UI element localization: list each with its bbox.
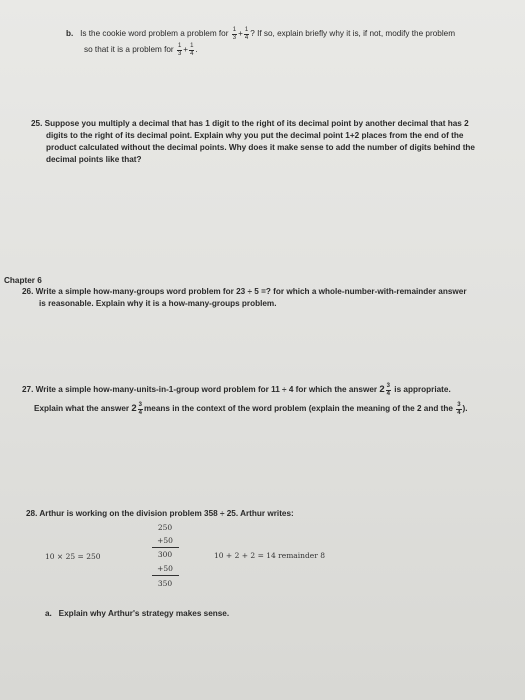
- question-27-line2: Explain what the answer 2 $\frac{3}{4}$ means in the context of the word problem (explain the meaning of the 2 and the $\frac{3}{4}$ ).: [34, 402, 468, 416]
- question-b-text-3: so that it is a problem for: [84, 45, 174, 55]
- question-b-text-2: ? If so, explain briefly why it is, if not, modify the problem: [250, 29, 456, 39]
- question-b-label: b.: [66, 29, 74, 39]
- fraction-three-fourths: $\frac{3}{4}$: [386, 383, 391, 397]
- question-25-line3: product calculated without the decimal points. Why does it make sense to add the number of digits behind the: [46, 143, 475, 152]
- work-line-1: 250: [157, 523, 173, 532]
- question-28-part-a: [45, 608, 229, 619]
- work-line-4: +50: [157, 564, 173, 573]
- left-equation: 10 × 25 = 250: [45, 552, 101, 561]
- question-27-text-1: 27. Write a simple how-many-units-in-1-group word problem for 11 ÷ 4 for which the answer: [22, 385, 378, 395]
- work-rule-2: [152, 575, 179, 576]
- question-25-line1: 25. Suppose you multiply a decimal that has 1 digit to the right of its decimal point by another decimal that has 2: [31, 119, 469, 128]
- work-line-2: +50: [157, 536, 173, 545]
- fraction-three-fourths-3: $\frac{3}{4}$: [457, 402, 461, 416]
- question-b-line2: so that it is a problem for $\frac{1}{3}$ + $\frac{1}{4}$ .: [84, 43, 198, 57]
- question-26-line2: is reasonable. Explain why it is a how-many-groups problem.: [39, 299, 277, 308]
- question-27-line1: 27. Write a simple how-many-units-in-1-group word problem for 11 ÷ 4 for which the answer 2 $\frac{3}{4}$ is appropriate.: [22, 383, 451, 397]
- work-rule-1: [152, 547, 179, 548]
- fraction-one-fourth: $\frac{1}{4}$: [244, 27, 249, 41]
- fraction-one-third-2: $\frac{1}{3}$: [177, 43, 182, 57]
- right-equation: 10 + 2 + 2 = 14 remainder 8: [214, 551, 325, 560]
- question-28-text: 28. Arthur is working on the division problem 358 ÷ 25. Arthur writes:: [26, 509, 294, 518]
- fraction-three-fourths-2: $\frac{3}{4}$: [138, 402, 143, 416]
- work-line-5: 350: [157, 579, 173, 588]
- question-27-text-4: means in the context of the word problem (explain the meaning of the 2 and the: [144, 404, 453, 414]
- question-b-text-1: Is the cookie word problem a problem for: [80, 29, 229, 39]
- fraction-one-third: $\frac{1}{3}$: [232, 27, 237, 41]
- work-line-3: 300: [157, 550, 173, 559]
- fraction-one-fourth-2: $\frac{1}{4}$: [190, 43, 194, 57]
- question-27-text-3: Explain what the answer: [34, 404, 130, 414]
- part-a-text: Explain why Arthur's strategy makes sense.: [58, 609, 230, 618]
- question-b-line1: b. Is the cookie word problem a problem for $\frac{1}{3}$ + $\frac{1}{4}$ ? If so, explain briefly why it is, if not, modify the problem: [66, 27, 456, 41]
- question-25-line2: digits to the right of its decimal point. Explain why you put the decimal point 1+2 places from the end of the: [46, 131, 464, 140]
- question-25-line4: decimal points like that?: [46, 155, 142, 164]
- part-a-label: a.: [45, 609, 52, 618]
- question-26-line1: 26. Write a simple how-many-groups word problem for 23 ÷ 5 =? for which a whole-number-with-remainder answer: [22, 287, 467, 296]
- chapter-heading: Chapter 6: [4, 276, 42, 285]
- question-27-text-2: is appropriate.: [394, 385, 451, 395]
